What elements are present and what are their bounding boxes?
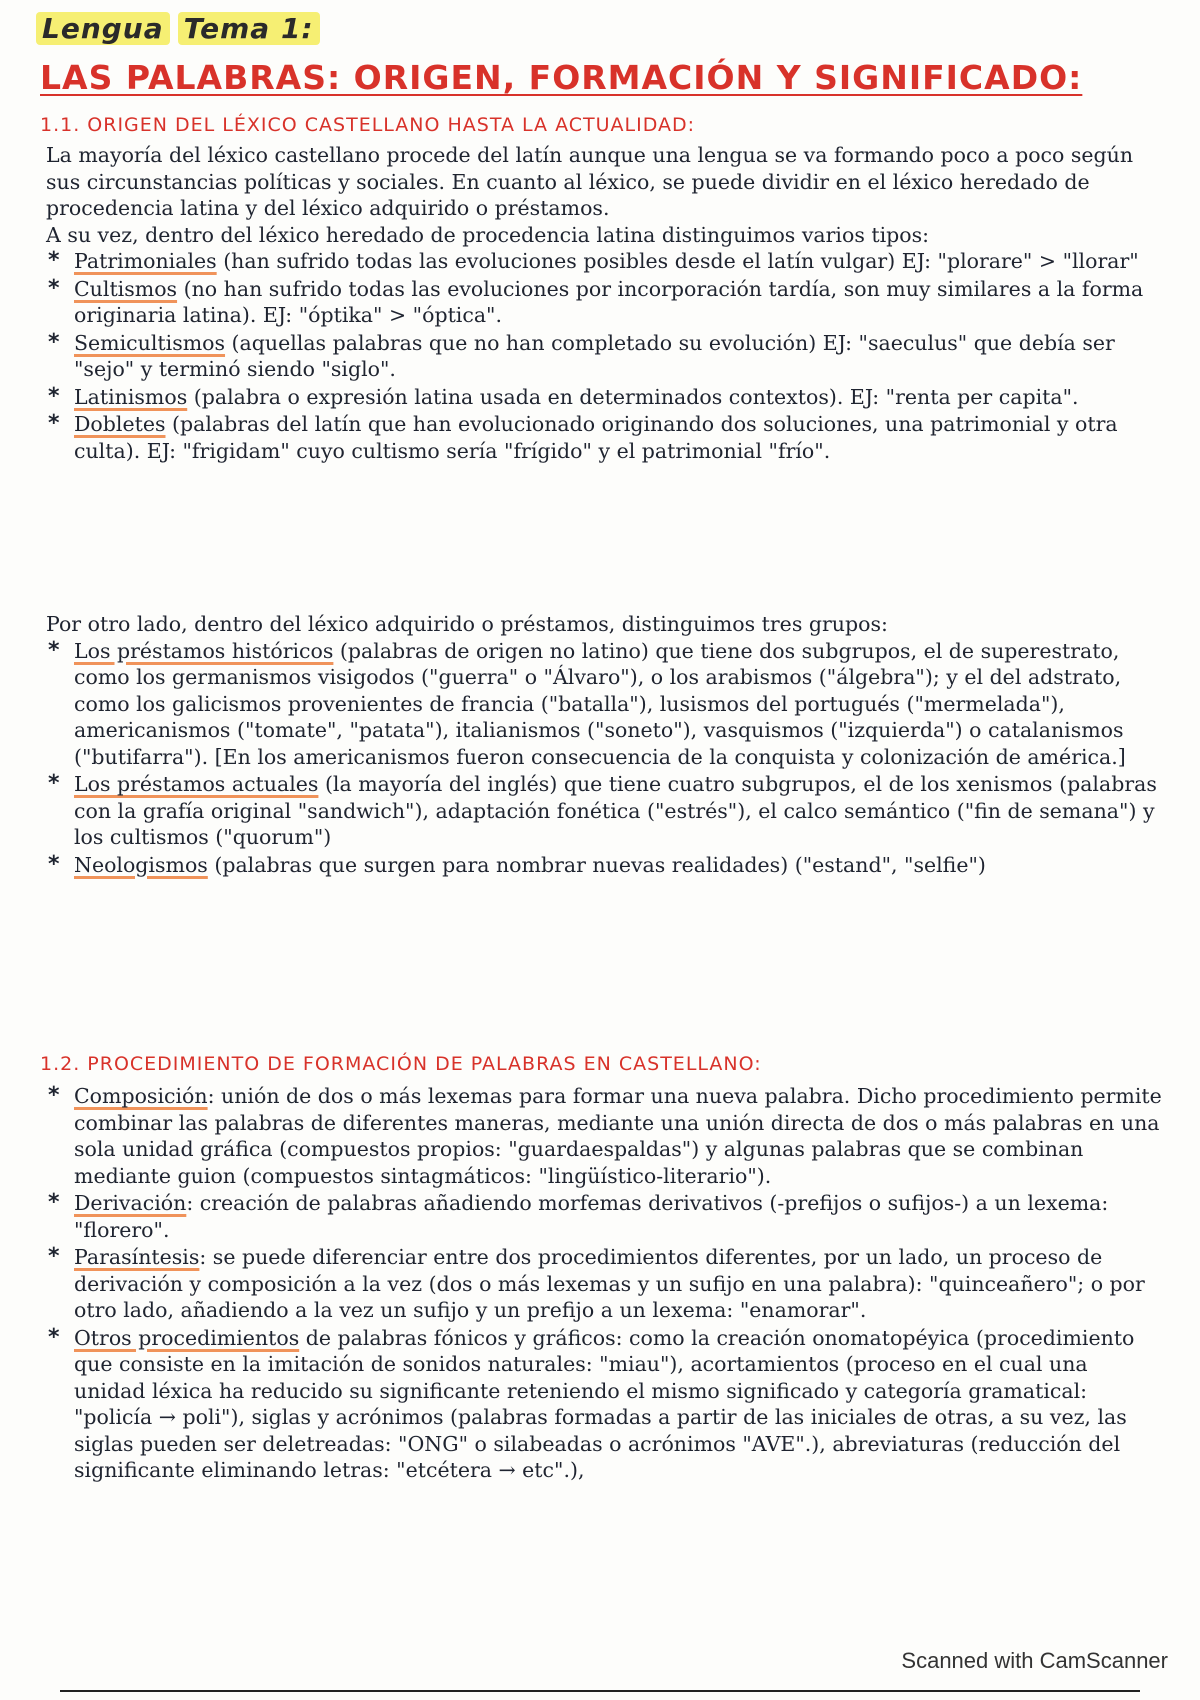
- tema-highlight: Tema 1:: [178, 12, 320, 45]
- list-item: [46, 638, 1162, 771]
- formacion-list: [46, 1083, 1162, 1484]
- definition: (palabras de origen no latino) que tiene dos subgrupos, el de superestrato, como los germanismos visigodos ("guerra" o "Álvaro"), o los arabismos ("álgebra"); y el del adstrato, como los galicismos provenientes de francia ("batalla"), lusismos del portugués ("mermelada"), americanismos ("tomate", "patata"), italianismos ("soneto"), vasquismos ("izquierda") o catalanismos ("butifarra"). [En los americanismos fueron consecuencia de la conquista y colonización de américa.]: [74, 638, 1126, 769]
- term: Los préstamos actuales: [74, 772, 319, 796]
- term: Patrimoniales: [74, 249, 217, 273]
- term: Latinismos: [74, 384, 188, 409]
- section-2-body: [46, 1083, 1162, 1485]
- page-title: LAS PALABRAS: ORIGEN, FORMACIÓN Y SIGNIFICADO:: [40, 58, 1083, 97]
- list-item: [46, 1190, 1162, 1243]
- definition: (palabras del latín que han evolucionado originando dos soluciones, una patrimonial y otra culta). EJ: "frigidam" cuyo cultismo sería "frígido" y el patrimonial "frío".: [74, 412, 1118, 463]
- list-item: [46, 1083, 1162, 1189]
- star-bullet-icon: *: [48, 771, 60, 796]
- definition: (palabra o expresión latina usada en determinados contextos). EJ: "renta per capita".: [187, 384, 1079, 409]
- section-title-formacion: 1.2. PROCEDIMIENTO DE FORMACIÓN DE PALABRAS EN CASTELLANO:: [40, 1053, 762, 1075]
- term: Otros procedimientos: [74, 1325, 300, 1350]
- scanner-watermark: Scanned with CamScanner: [901, 1648, 1168, 1673]
- list-item: [46, 1325, 1162, 1484]
- star-bullet-icon: *: [48, 275, 60, 301]
- star-bullet-icon: *: [48, 1190, 60, 1215]
- definition: (no han sufrido todas las evoluciones por incorporación tardía, son muy similares a la forma originaria latina). EJ: "óptika" > "óptica".: [74, 276, 1144, 327]
- term: Parasíntesis: [74, 1245, 200, 1269]
- list-item: [46, 330, 1162, 383]
- section-title-origen: 1.1. ORIGEN DEL LÉXICO CASTELLANO HASTA LA ACTUALIDAD:: [40, 114, 696, 136]
- subject-highlight: Lengua: [36, 12, 170, 45]
- definition: : unión de dos o más lexemas para formar una nueva palabra. Dicho procedimiento permite combinar las palabras de diferentes maneras, mediante una unión directa de dos o más palabras en una sola unidad gráfica (compuestos propios: "guardaespaldas") y algunas palabras que se combinan mediante guion (compuestos sintagmáticos: "lingüístico-literario").: [74, 1084, 1162, 1188]
- star-bullet-icon: *: [48, 329, 60, 355]
- definition: : creación de palabras añadiendo morfemas derivativos (-prefijos o sufijos-) a un lexema: "florero".: [74, 1191, 1109, 1242]
- star-bullet-icon: *: [48, 1083, 60, 1108]
- bottom-divider: [60, 1690, 1140, 1692]
- star-bullet-icon: *: [48, 851, 60, 877]
- definition: : se puede diferenciar entre dos procedimientos diferentes, por un lado, un proceso de derivación y composición a la vez (dos o más lexemas y un sufijo en una palabra): "quinceañero"; o por otro lado, añadiendo a la vez un sufijo y un prefijo a un lexema: "enamorar".: [74, 1245, 1145, 1322]
- star-bullet-icon: *: [48, 1244, 60, 1269]
- section-1-prestamos: [46, 611, 1162, 879]
- list-item: [46, 1244, 1162, 1324]
- definition: (aquellas palabras que no han completado su evolución) EJ: "saeculus" que debía ser "sejo" y terminó siendo "siglo".: [74, 330, 1115, 381]
- list-item: [46, 384, 1162, 411]
- star-bullet-icon: *: [48, 411, 60, 436]
- section-1-body: [46, 142, 1162, 465]
- definition: (palabras que surgen para nombrar nuevas realidades) ("estand", "selfie"): [207, 852, 986, 877]
- definition: (la mayoría del inglés) que tiene cuatro subgrupos, el de los xenismos (palabras con la grafía original "sandwich"), adaptación fonética ("estrés"), el calco semántico ("fin de semana") y los cultismos ("quorum"): [74, 772, 1157, 849]
- term: Semicultismos: [74, 330, 226, 355]
- list-item: [46, 411, 1162, 464]
- heredado-list: [46, 248, 1162, 464]
- star-bullet-icon: *: [48, 383, 60, 409]
- definition: (han sufrido todas las evoluciones posibles desde el latín vulgar) EJ: "plorare" > "llorar": [216, 249, 1139, 273]
- term: Los préstamos históricos: [74, 638, 334, 663]
- list-item: [46, 771, 1162, 851]
- list-item: [46, 276, 1162, 329]
- prestamos-list: [46, 638, 1162, 879]
- definition: de palabras fónicos y gráficos: como la creación onomatopéyica (procedimiento que consiste en la imitación de sonidos naturales: "miau"), acortamientos (proceso en el cual una unidad léxica ha reducido su significante reteniendo el mismo significado y categoría gramatical: "policía → poli"), siglas y acrónimos (palabras formadas a partir de las iniciales de otras, a su vez, las siglas pueden ser deletreadas: "ONG" o silabeadas o acrónimos "AVE".), abreviaturas (reducción del significante eliminando letras: "etcétera → etc".),: [74, 1325, 1135, 1482]
- term: Composición: [74, 1084, 208, 1108]
- term: Neologismos: [74, 852, 208, 877]
- star-bullet-icon: *: [48, 248, 60, 273]
- intro-paragraph-2: A su vez, dentro del léxico heredado de procedencia latina distinguimos varios tipos:: [46, 222, 930, 247]
- intro-paragraph: La mayoría del léxico castellano procede del latín aunque una lengua se va formando poco a poco según sus circunstancias políticas y sociales. En cuanto al léxico, se puede dividir en el léxico heredado de procedencia latina y del léxico adquirido o préstamos.: [46, 143, 1134, 220]
- intro-paragraph-3: Por otro lado, dentro del léxico adquirido o préstamos, distinguimos tres grupos:: [46, 612, 888, 636]
- star-bullet-icon: *: [48, 1324, 60, 1350]
- top-tag: [36, 6, 320, 50]
- list-item: [46, 852, 1162, 879]
- star-bullet-icon: *: [48, 637, 60, 663]
- term: Derivación: [74, 1191, 187, 1215]
- term: Cultismos: [74, 276, 178, 301]
- list-item: [46, 248, 1162, 275]
- term: Dobletes: [74, 412, 166, 436]
